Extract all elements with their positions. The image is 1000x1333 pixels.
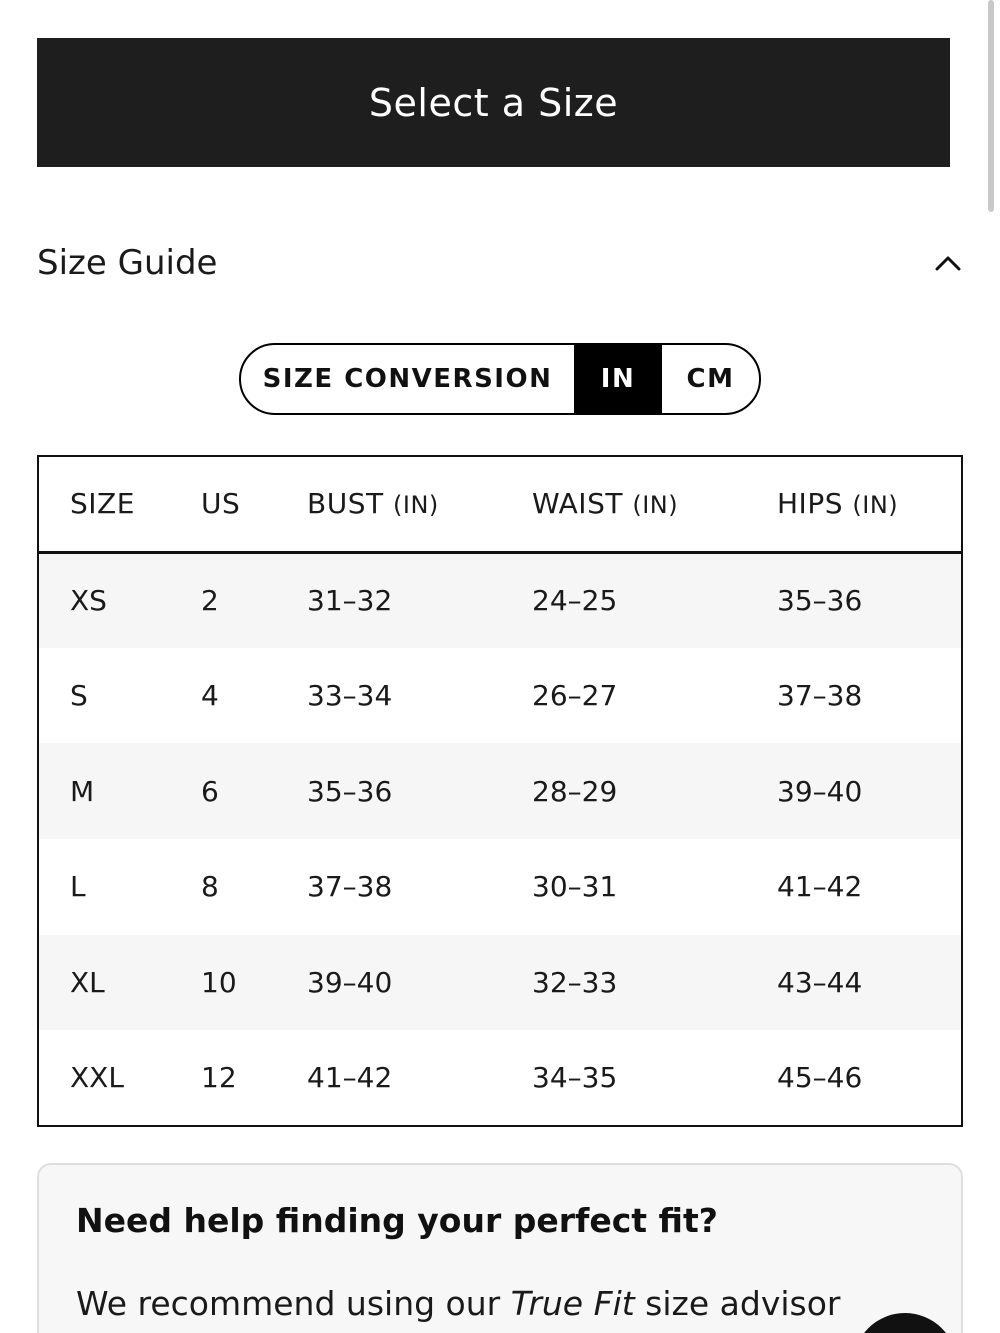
scrollbar-thumb[interactable] — [988, 0, 994, 212]
cell-waist: 28–29 — [532, 774, 618, 808]
unit-toggle — [239, 343, 761, 415]
scrollbar[interactable] — [984, 0, 1000, 1333]
size-chart-table — [37, 455, 963, 1127]
header-bust — [307, 456, 532, 552]
cell-us: 6 — [201, 774, 219, 808]
cell-hips: 37–38 — [777, 678, 863, 712]
cell-bust: 33–34 — [307, 678, 393, 712]
cell-size: M — [70, 774, 95, 808]
cell-us: 4 — [201, 678, 219, 712]
cell-size: XL — [70, 965, 105, 999]
header-label: SIZE — [70, 487, 135, 521]
cell-us: 2 — [201, 584, 219, 618]
cell-bust: 41–42 — [307, 1061, 393, 1095]
table-row — [38, 648, 962, 744]
header-us — [201, 456, 307, 552]
help-text-prefix: We recommend using our — [76, 1284, 511, 1323]
header-label: HIPS — [777, 487, 843, 521]
table-row — [38, 839, 962, 935]
cell-waist: 34–35 — [532, 1061, 618, 1095]
table-row — [38, 743, 962, 839]
header-unit: (IN) — [393, 491, 439, 520]
chevron-up-icon[interactable] — [933, 248, 963, 278]
table-row — [38, 935, 962, 1031]
cell-hips: 43–44 — [777, 965, 863, 999]
cell-hips: 41–42 — [777, 870, 863, 904]
cell-size: L — [70, 870, 86, 904]
select-size-button[interactable]: Select a Size — [37, 38, 950, 167]
inches-option[interactable]: IN — [574, 345, 662, 413]
table-header-row — [38, 456, 962, 552]
size-conversion-option[interactable]: SIZE CONVERSION — [262, 364, 553, 394]
header-unit: (IN) — [852, 491, 899, 520]
cell-us: 8 — [201, 870, 219, 904]
help-text — [76, 1284, 924, 1323]
header-waist — [532, 456, 777, 552]
header-unit: (IN) — [632, 491, 679, 520]
cell-size: XXL — [70, 1061, 124, 1095]
cell-waist: 32–33 — [532, 965, 618, 999]
cell-us: 12 — [201, 1061, 237, 1095]
help-title: Need help finding your perfect fit? — [76, 1201, 718, 1240]
cell-bust: 35–36 — [307, 774, 393, 808]
fit-help-card — [37, 1163, 963, 1333]
cell-bust: 37–38 — [307, 870, 393, 904]
cell-us: 10 — [201, 965, 237, 999]
true-fit-link[interactable]: True Fit — [510, 1284, 635, 1323]
cell-size: XS — [70, 584, 107, 618]
cell-waist: 30–31 — [532, 870, 618, 904]
centimeters-option[interactable]: CM — [686, 364, 735, 394]
header-label: BUST — [307, 487, 384, 521]
cell-hips: 45–46 — [777, 1061, 863, 1095]
cell-bust: 31–32 — [307, 584, 393, 618]
header-hips — [777, 456, 962, 552]
header-label: US — [201, 487, 241, 521]
cell-hips: 39–40 — [777, 774, 863, 808]
table-row — [38, 552, 962, 648]
table-row — [38, 1030, 962, 1126]
size-guide-accordion-header[interactable] — [37, 232, 963, 294]
size-guide-title: Size Guide — [37, 243, 218, 283]
cell-waist: 26–27 — [532, 678, 618, 712]
header-size — [38, 456, 201, 552]
cell-hips: 35–36 — [777, 584, 863, 618]
help-text-suffix: size advisor — [634, 1284, 841, 1323]
cell-size: S — [70, 678, 88, 712]
cell-bust: 39–40 — [307, 965, 393, 999]
header-label: WAIST — [532, 487, 623, 521]
cell-waist: 24–25 — [532, 584, 618, 618]
